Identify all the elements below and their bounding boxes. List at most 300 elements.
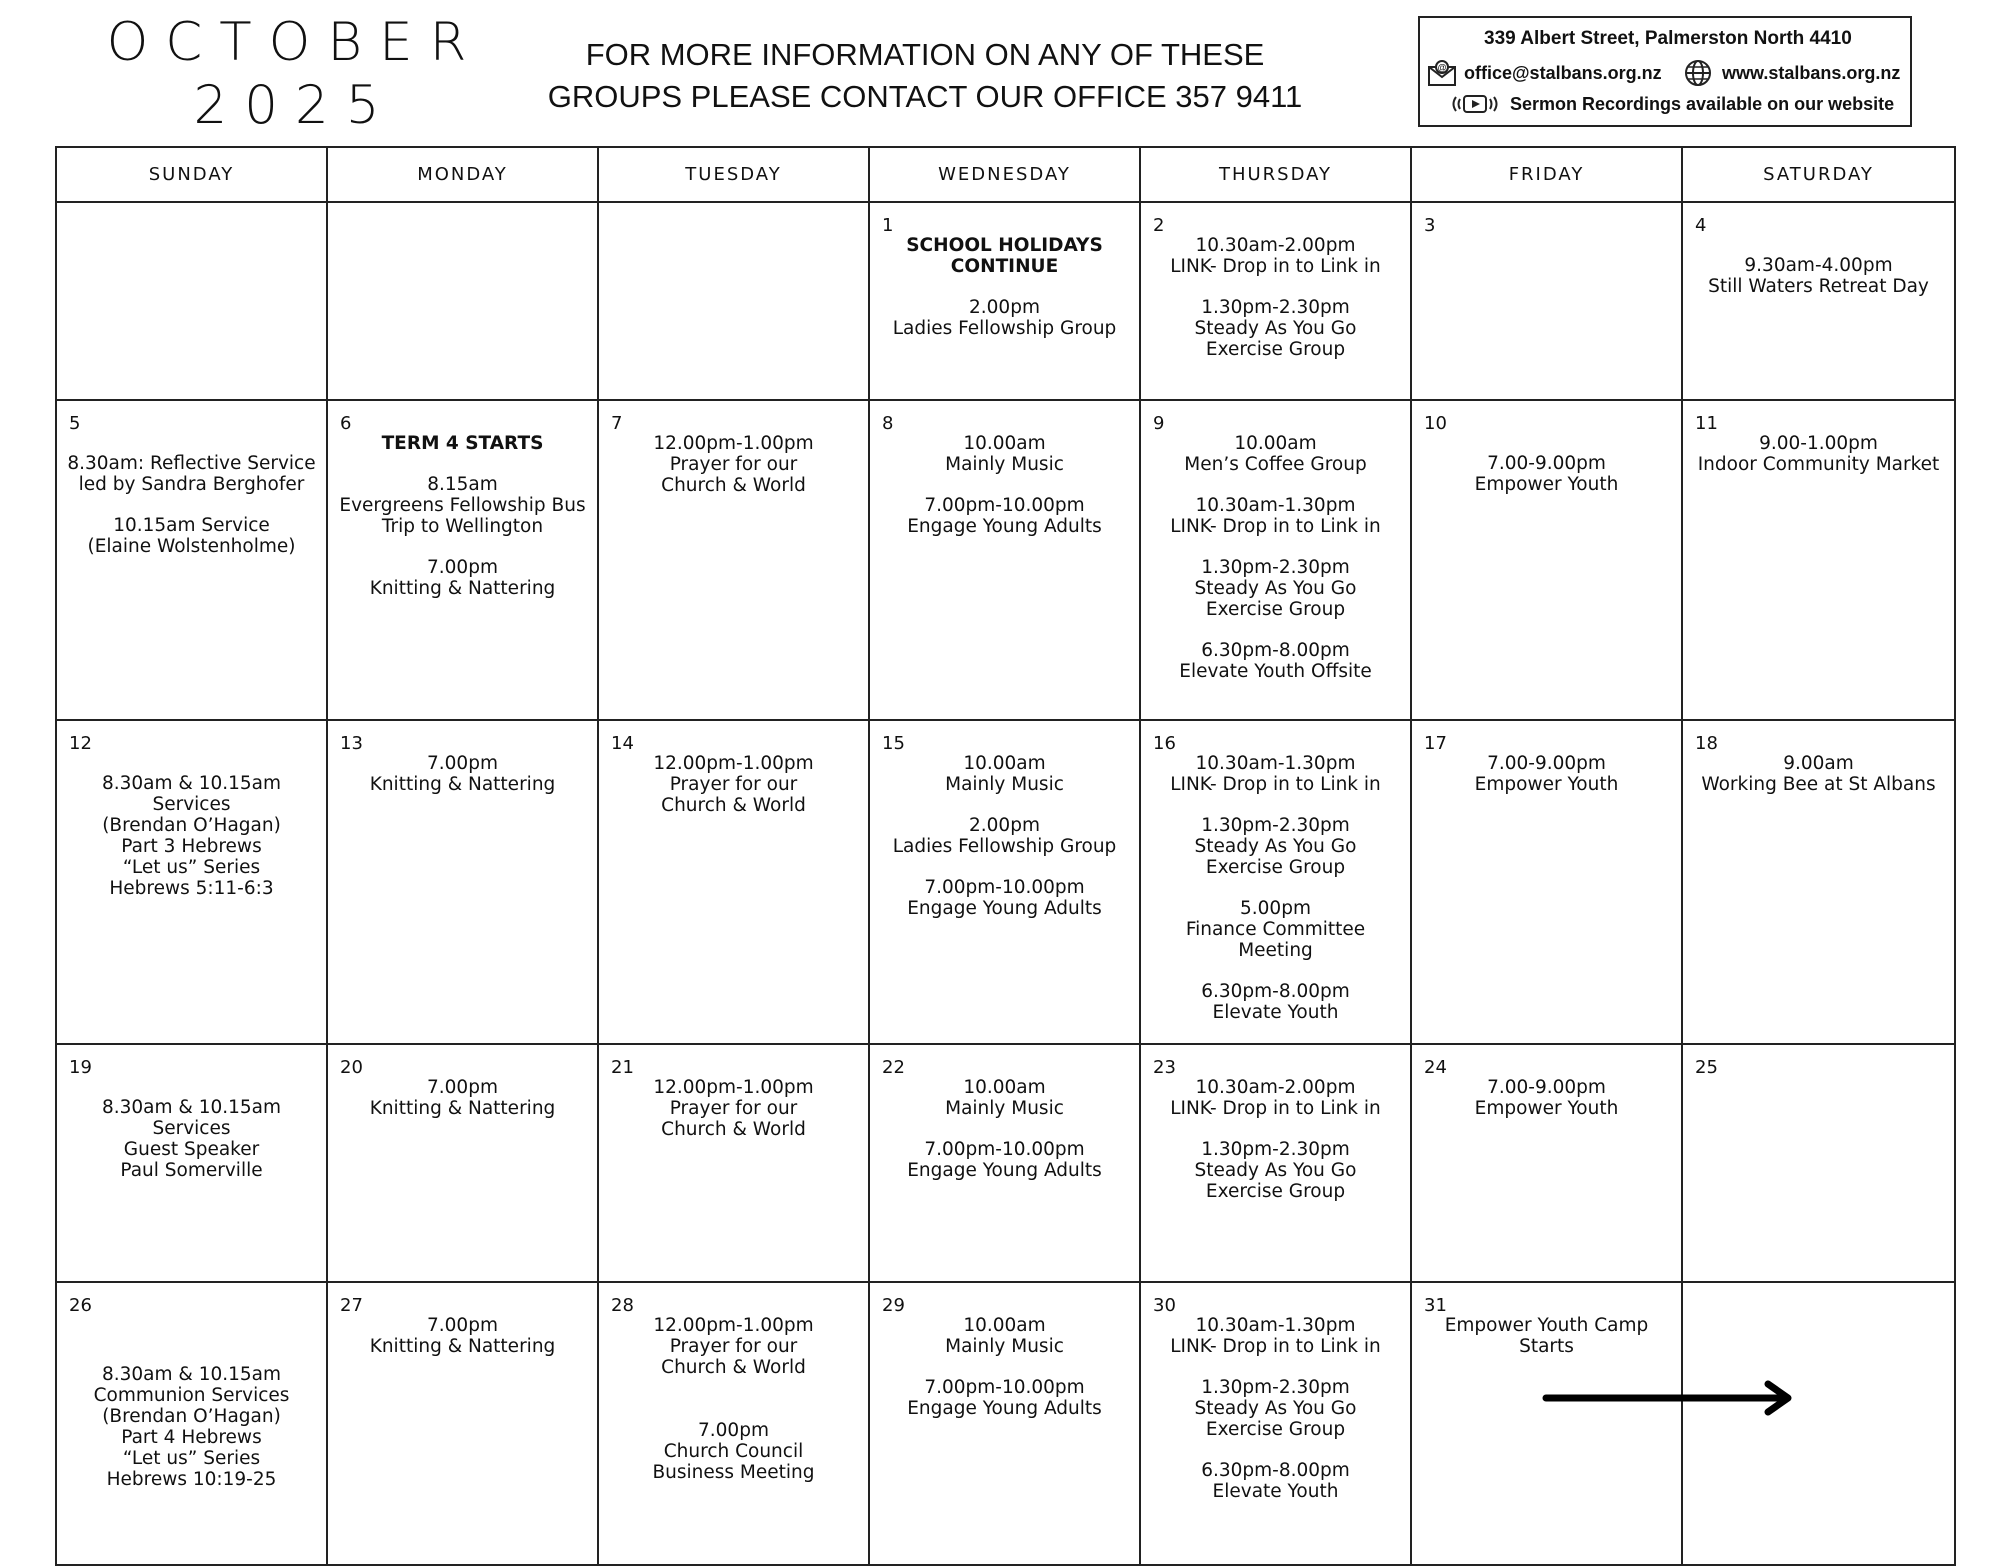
day-number: 4 xyxy=(1695,215,1707,236)
day-number: 26 xyxy=(69,1295,92,1316)
event-line: Knitting & Nattering xyxy=(369,1336,556,1357)
event-line: Church & World xyxy=(661,1357,806,1378)
day-events xyxy=(1412,1283,1681,1357)
event-line: 10.30am-1.30pm xyxy=(1195,753,1356,774)
day-events xyxy=(1683,203,1954,297)
event-line: 12.00pm-1.00pm xyxy=(653,1077,814,1098)
event-item xyxy=(65,773,318,899)
event-line: Still Waters Retreat Day xyxy=(1708,276,1929,297)
day-number: 1 xyxy=(882,215,894,236)
day-number: 28 xyxy=(611,1295,634,1316)
event-line: Prayer for our xyxy=(669,1098,798,1119)
event-highlight xyxy=(878,235,1131,277)
day-number: 3 xyxy=(1424,215,1436,236)
event-item xyxy=(1149,981,1402,1023)
empty-day-cell xyxy=(56,202,327,400)
day-events xyxy=(57,203,326,235)
event-line: CONTINUE xyxy=(950,256,1059,277)
day-cell-17 xyxy=(1411,720,1682,1044)
event-line: Elevate Youth xyxy=(1212,1481,1339,1502)
event-line: 7.00pm-10.00pm xyxy=(924,495,1085,516)
event-item xyxy=(1420,1077,1673,1119)
day-events xyxy=(870,1283,1139,1419)
day-events xyxy=(870,203,1139,339)
day-cell-18 xyxy=(1682,720,1955,1044)
day-cell-10 xyxy=(1411,400,1682,720)
day-events xyxy=(328,721,597,795)
event-line: Ladies Fellowship Group xyxy=(892,318,1117,339)
event-line: Elevate Youth Offsite xyxy=(1179,661,1372,682)
day-cell-22 xyxy=(869,1044,1140,1282)
event-line: 7.00pm-10.00pm xyxy=(924,1139,1085,1160)
event-line: 7.00-9.00pm xyxy=(1487,453,1606,474)
contact-note xyxy=(525,34,1325,118)
event-line: Hebrews 10:19-25 xyxy=(106,1469,277,1490)
event-line: 7.00pm-10.00pm xyxy=(924,877,1085,898)
event-item xyxy=(1149,297,1402,360)
event-line: 10.30am-1.30pm xyxy=(1195,495,1356,516)
event-line: Empower Youth xyxy=(1474,1098,1619,1119)
event-line: 1.30pm-2.30pm xyxy=(1201,1139,1350,1160)
website-text[interactable]: www.stalbans.org.nz xyxy=(1722,62,1901,83)
event-line: 7.00pm xyxy=(427,753,498,774)
event-item xyxy=(878,433,1131,475)
event-line: 1.30pm-2.30pm xyxy=(1201,297,1350,318)
event-line: 12.00pm-1.00pm xyxy=(653,433,814,454)
day-number: 27 xyxy=(340,1295,363,1316)
day-number: 16 xyxy=(1153,733,1176,754)
day-number: 8 xyxy=(882,413,894,434)
day-cell-13 xyxy=(327,720,598,1044)
event-line: 10.00am xyxy=(963,1315,1046,1336)
day-cell-24 xyxy=(1411,1044,1682,1282)
event-line: Elevate Youth xyxy=(1212,1002,1339,1023)
day-cell-31 xyxy=(1411,1282,1682,1565)
day-cell-12 xyxy=(56,720,327,1044)
day-number: 23 xyxy=(1153,1057,1176,1078)
day-events xyxy=(870,1045,1139,1181)
day-cell-19 xyxy=(56,1044,327,1282)
event-line: (Brendan O’Hagan) xyxy=(102,1406,281,1427)
event-line: 8.30am & 10.15am Services xyxy=(101,1097,282,1139)
event-item xyxy=(878,297,1131,339)
day-events xyxy=(1683,1283,1954,1315)
day-events xyxy=(328,203,597,235)
event-item xyxy=(1149,1139,1402,1202)
event-line: 10.30am-2.00pm xyxy=(1195,1077,1356,1098)
day-number: 19 xyxy=(69,1057,92,1078)
svg-text:@: @ xyxy=(1437,62,1447,73)
event-line: Mainly Music xyxy=(945,774,1064,795)
day-number: 9 xyxy=(1153,413,1165,434)
event-line: SCHOOL HOLIDAYS xyxy=(906,235,1103,256)
day-events xyxy=(1412,203,1681,235)
contact-note-line-1: FOR MORE INFORMATION ON ANY OF THESE xyxy=(585,37,1265,72)
event-line: 8.30am & 10.15am xyxy=(101,1364,282,1385)
day-events xyxy=(57,721,326,899)
event-item xyxy=(1149,1077,1402,1119)
event-line: Prayer for our xyxy=(669,454,798,475)
event-line: led by Sandra Berghofer xyxy=(78,474,305,495)
event-item xyxy=(607,433,860,496)
event-line: Working Bee at St Albans xyxy=(1701,774,1936,795)
event-line: Engage Young Adults xyxy=(907,516,1102,537)
event-line: “Let us” Series xyxy=(122,1448,261,1469)
event-line: 10.00am xyxy=(963,1077,1046,1098)
day-cell-7 xyxy=(598,400,869,720)
day-number: 18 xyxy=(1695,733,1718,754)
day-cell-4 xyxy=(1682,202,1955,400)
website-row xyxy=(1682,58,1900,88)
event-line: Knitting & Nattering xyxy=(369,578,556,599)
event-line: 6.30pm-8.00pm xyxy=(1201,1460,1350,1481)
event-line: 6.30pm-8.00pm xyxy=(1201,981,1350,1002)
event-line: 9.00am xyxy=(1783,753,1854,774)
day-cell-1 xyxy=(869,202,1140,400)
event-line: LINK- Drop in to Link in xyxy=(1170,256,1381,277)
event-line: 5.00pm xyxy=(1240,898,1311,919)
day-cell-14 xyxy=(598,720,869,1044)
day-events xyxy=(599,203,868,235)
event-line: Mainly Music xyxy=(945,1336,1064,1357)
weekday-header-tuesday: TUESDAY xyxy=(598,147,869,202)
event-line: Evergreens Fellowship Bus xyxy=(339,495,586,516)
event-item xyxy=(1149,1377,1402,1440)
day-cell-5 xyxy=(56,400,327,720)
event-line: Engage Young Adults xyxy=(907,898,1102,919)
event-item xyxy=(1691,255,1946,297)
empty-day-cell xyxy=(327,202,598,400)
event-line: LINK- Drop in to Link in xyxy=(1170,1336,1381,1357)
event-item xyxy=(878,1139,1131,1181)
event-line: Prayer for our xyxy=(669,774,798,795)
event-line: 7.00pm-10.00pm xyxy=(924,1377,1085,1398)
day-number: 15 xyxy=(882,733,905,754)
week-row xyxy=(56,202,1955,400)
day-cell-2 xyxy=(1140,202,1411,400)
event-item xyxy=(878,815,1131,857)
event-line: LINK- Drop in to Link in xyxy=(1170,516,1381,537)
event-line: Mainly Music xyxy=(945,1098,1064,1119)
event-line: 10.15am Service xyxy=(113,515,270,536)
day-number: 10 xyxy=(1424,413,1447,434)
day-number: 31 xyxy=(1424,1295,1447,1316)
event-item xyxy=(336,474,589,537)
event-item xyxy=(336,753,589,795)
weekday-header-friday: FRIDAY xyxy=(1411,147,1682,202)
day-events xyxy=(328,401,597,599)
event-line: Steady As You Go xyxy=(1194,318,1357,339)
day-cell-15 xyxy=(869,720,1140,1044)
day-events xyxy=(1141,1283,1410,1502)
day-events xyxy=(870,401,1139,537)
day-number: 29 xyxy=(882,1295,905,1316)
event-line: “Let us” Series xyxy=(122,857,261,878)
day-events xyxy=(57,401,326,557)
email-icon xyxy=(1426,58,1460,88)
day-events xyxy=(1141,1045,1410,1202)
day-events xyxy=(1141,401,1410,682)
event-line: 7.00-9.00pm xyxy=(1487,1077,1606,1098)
event-line: 7.00pm xyxy=(427,1315,498,1336)
event-line: 12.00pm-1.00pm xyxy=(653,753,814,774)
day-cell-28 xyxy=(598,1282,869,1565)
day-events xyxy=(57,1045,326,1181)
event-line: Paul Somerville xyxy=(120,1160,263,1181)
day-cell-27 xyxy=(327,1282,598,1565)
event-line: 10.00am xyxy=(963,433,1046,454)
event-item xyxy=(336,1077,589,1119)
event-line: Exercise Group xyxy=(1205,857,1346,878)
event-line: Ladies Fellowship Group xyxy=(892,836,1117,857)
event-line: Church Council xyxy=(663,1441,804,1462)
event-item xyxy=(1149,640,1402,682)
event-line: 7.00pm xyxy=(427,1077,498,1098)
month-name: OCTOBER xyxy=(106,12,484,73)
day-cell-23 xyxy=(1140,1044,1411,1282)
day-number: 2 xyxy=(1153,215,1165,236)
event-line: Exercise Group xyxy=(1205,599,1346,620)
event-line: 10.30am-2.00pm xyxy=(1195,235,1356,256)
event-line: Business Meeting xyxy=(652,1462,815,1483)
address-text: 339 Albert Street, Palmerston North 4410 xyxy=(1484,28,1852,49)
event-line: 9.00-1.00pm xyxy=(1759,433,1878,454)
event-item xyxy=(607,1420,860,1483)
event-line: Engage Young Adults xyxy=(907,1160,1102,1181)
event-line: Exercise Group xyxy=(1205,339,1346,360)
day-number: 6 xyxy=(340,413,352,434)
day-cell-26 xyxy=(56,1282,327,1565)
week-row xyxy=(56,720,1955,1044)
event-line: Men’s Coffee Group xyxy=(1184,454,1367,475)
event-line: 7.00pm xyxy=(698,1420,769,1441)
event-line: 1.30pm-2.30pm xyxy=(1201,1377,1350,1398)
week-row xyxy=(56,1044,1955,1282)
day-cell-6 xyxy=(327,400,598,720)
day-cell-30 xyxy=(1140,1282,1411,1565)
day-events xyxy=(1683,401,1954,475)
day-events xyxy=(1141,203,1410,360)
event-line: Steady As You Go xyxy=(1194,1160,1357,1181)
empty-day-cell xyxy=(598,202,869,400)
event-line: Steady As You Go xyxy=(1194,836,1357,857)
weekday-header-wednesday: WEDNESDAY xyxy=(869,147,1140,202)
event-item xyxy=(1420,753,1673,795)
day-cell-20 xyxy=(327,1044,598,1282)
event-line: Knitting & Nattering xyxy=(369,774,556,795)
day-number: 30 xyxy=(1153,1295,1176,1316)
recordings-text: Sermon Recordings available on our website xyxy=(1510,93,1895,114)
event-item xyxy=(607,1077,860,1140)
event-item xyxy=(1149,753,1402,795)
event-item xyxy=(1149,495,1402,537)
day-number: 25 xyxy=(1695,1057,1718,1078)
event-line: Church & World xyxy=(661,475,806,496)
event-line: 9.30am-4.00pm xyxy=(1744,255,1893,276)
event-item xyxy=(1149,1460,1402,1502)
day-cell-9 xyxy=(1140,400,1411,720)
event-item xyxy=(878,753,1131,795)
day-number: 7 xyxy=(611,413,623,434)
event-highlight xyxy=(336,433,589,454)
event-item xyxy=(607,1315,860,1378)
day-events xyxy=(328,1283,597,1357)
event-line: 8.30am & 10.15am Services xyxy=(101,773,282,815)
event-line: Empower Youth xyxy=(1474,474,1619,495)
event-line: Engage Young Adults xyxy=(907,1398,1102,1419)
day-events xyxy=(599,721,868,816)
event-line: LINK- Drop in to Link in xyxy=(1170,774,1381,795)
empty-day-cell xyxy=(1682,1282,1955,1565)
day-cell-8 xyxy=(869,400,1140,720)
event-line: 10.30am-1.30pm xyxy=(1195,1315,1356,1336)
event-line: 7.00pm xyxy=(427,557,498,578)
video-icon xyxy=(1450,92,1500,116)
event-item xyxy=(1691,433,1946,475)
day-number: 22 xyxy=(882,1057,905,1078)
event-line: Church & World xyxy=(661,1119,806,1140)
event-line: Empower Youth xyxy=(1474,774,1619,795)
month-year: 2025 xyxy=(193,75,397,136)
event-line: 8.15am xyxy=(427,474,498,495)
globe-icon xyxy=(1682,58,1714,88)
event-line: Communion Services xyxy=(93,1385,290,1406)
day-cell-21 xyxy=(598,1044,869,1282)
day-events xyxy=(599,1283,868,1483)
contact-note-line-2: GROUPS PLEASE CONTACT OUR OFFICE 357 9411 xyxy=(547,79,1303,114)
event-line: TERM 4 STARTS xyxy=(381,433,544,454)
event-line: Starts xyxy=(1519,1336,1574,1357)
contact-info-box xyxy=(1418,16,1912,127)
weekday-header-row xyxy=(56,147,1955,202)
event-item xyxy=(878,1377,1131,1419)
calendar-grid xyxy=(55,146,1956,1566)
day-cell-3 xyxy=(1411,202,1682,400)
day-number: 14 xyxy=(611,733,634,754)
event-line: 10.00am xyxy=(1234,433,1317,454)
event-line: Steady As You Go xyxy=(1194,1398,1357,1419)
day-events xyxy=(1141,721,1410,1023)
event-item xyxy=(878,1315,1131,1357)
email-text[interactable]: office@stalbans.org.nz xyxy=(1464,62,1662,83)
day-events xyxy=(599,1045,868,1140)
event-line: Mainly Music xyxy=(945,454,1064,475)
email-row xyxy=(1426,58,1662,88)
event-item xyxy=(878,877,1131,919)
event-item xyxy=(1149,557,1402,620)
event-item xyxy=(336,557,589,599)
event-line: Finance Committee xyxy=(1185,919,1366,940)
event-item xyxy=(1149,898,1402,961)
event-line: 12.00pm-1.00pm xyxy=(653,1315,814,1336)
event-item xyxy=(1149,815,1402,878)
event-item xyxy=(1420,453,1673,495)
event-item xyxy=(65,515,318,557)
event-item xyxy=(336,1315,589,1357)
day-events xyxy=(1683,1045,1954,1077)
event-line: Meeting xyxy=(1238,940,1313,961)
event-line: 7.00-9.00pm xyxy=(1487,753,1606,774)
event-item xyxy=(1149,433,1402,475)
day-events xyxy=(1412,721,1681,795)
event-line: Empower Youth Camp xyxy=(1444,1315,1649,1336)
event-line: 6.30pm-8.00pm xyxy=(1201,640,1350,661)
day-events xyxy=(1412,401,1681,495)
day-number: 5 xyxy=(69,413,81,434)
event-item xyxy=(65,453,318,495)
month-title xyxy=(100,12,490,136)
event-line: Exercise Group xyxy=(1205,1419,1346,1440)
week-row xyxy=(56,1282,1955,1565)
event-line: 1.30pm-2.30pm xyxy=(1201,557,1350,578)
event-item xyxy=(1149,1315,1402,1357)
event-item xyxy=(65,1097,318,1181)
event-line: 10.00am xyxy=(963,753,1046,774)
event-line: 1.30pm-2.30pm xyxy=(1201,815,1350,836)
event-item xyxy=(1691,753,1946,795)
event-line: Indoor Community Market xyxy=(1697,454,1940,475)
event-item xyxy=(1149,235,1402,277)
weekday-header-saturday: SATURDAY xyxy=(1682,147,1955,202)
event-line: Trip to Wellington xyxy=(381,516,544,537)
day-events xyxy=(328,1045,597,1119)
event-line: Guest Speaker xyxy=(123,1139,260,1160)
event-item xyxy=(878,1077,1131,1119)
event-line: (Elaine Wolstenholme) xyxy=(87,536,296,557)
address-row xyxy=(1484,28,1852,50)
weekday-header-thursday: THURSDAY xyxy=(1140,147,1411,202)
day-number: 24 xyxy=(1424,1057,1447,1078)
event-line: Church & World xyxy=(661,795,806,816)
event-line: Prayer for our xyxy=(669,1336,798,1357)
event-item xyxy=(65,1364,318,1490)
weekday-header-monday: MONDAY xyxy=(327,147,598,202)
weekday-header-sunday: SUNDAY xyxy=(56,147,327,202)
recordings-row xyxy=(1450,92,1894,116)
day-events xyxy=(57,1283,326,1490)
event-line: Part 3 Hebrews xyxy=(121,836,262,857)
day-events xyxy=(1683,721,1954,795)
week-row xyxy=(56,400,1955,720)
day-events xyxy=(599,401,868,496)
day-events xyxy=(1412,1045,1681,1119)
event-line: LINK- Drop in to Link in xyxy=(1170,1098,1381,1119)
event-line: Hebrews 5:11-6:3 xyxy=(109,878,274,899)
event-line: 2.00pm xyxy=(969,815,1040,836)
event-line: (Brendan O’Hagan) xyxy=(102,815,281,836)
day-number: 21 xyxy=(611,1057,634,1078)
day-number: 12 xyxy=(69,733,92,754)
day-cell-11 xyxy=(1682,400,1955,720)
day-number: 13 xyxy=(340,733,363,754)
event-line: Steady As You Go xyxy=(1194,578,1357,599)
day-events xyxy=(870,721,1139,919)
event-line: Knitting & Nattering xyxy=(369,1098,556,1119)
day-number: 17 xyxy=(1424,733,1447,754)
event-line: Exercise Group xyxy=(1205,1181,1346,1202)
day-cell-29 xyxy=(869,1282,1140,1565)
day-number: 20 xyxy=(340,1057,363,1078)
event-line: 8.30am: Reflective Service xyxy=(67,453,316,474)
event-line: Part 4 Hebrews xyxy=(121,1427,262,1448)
day-number: 11 xyxy=(1695,413,1718,434)
day-cell-16 xyxy=(1140,720,1411,1044)
event-line: 2.00pm xyxy=(969,297,1040,318)
day-cell-25 xyxy=(1682,1044,1955,1282)
event-item xyxy=(607,753,860,816)
event-item xyxy=(878,495,1131,537)
event-item xyxy=(1420,1315,1673,1357)
